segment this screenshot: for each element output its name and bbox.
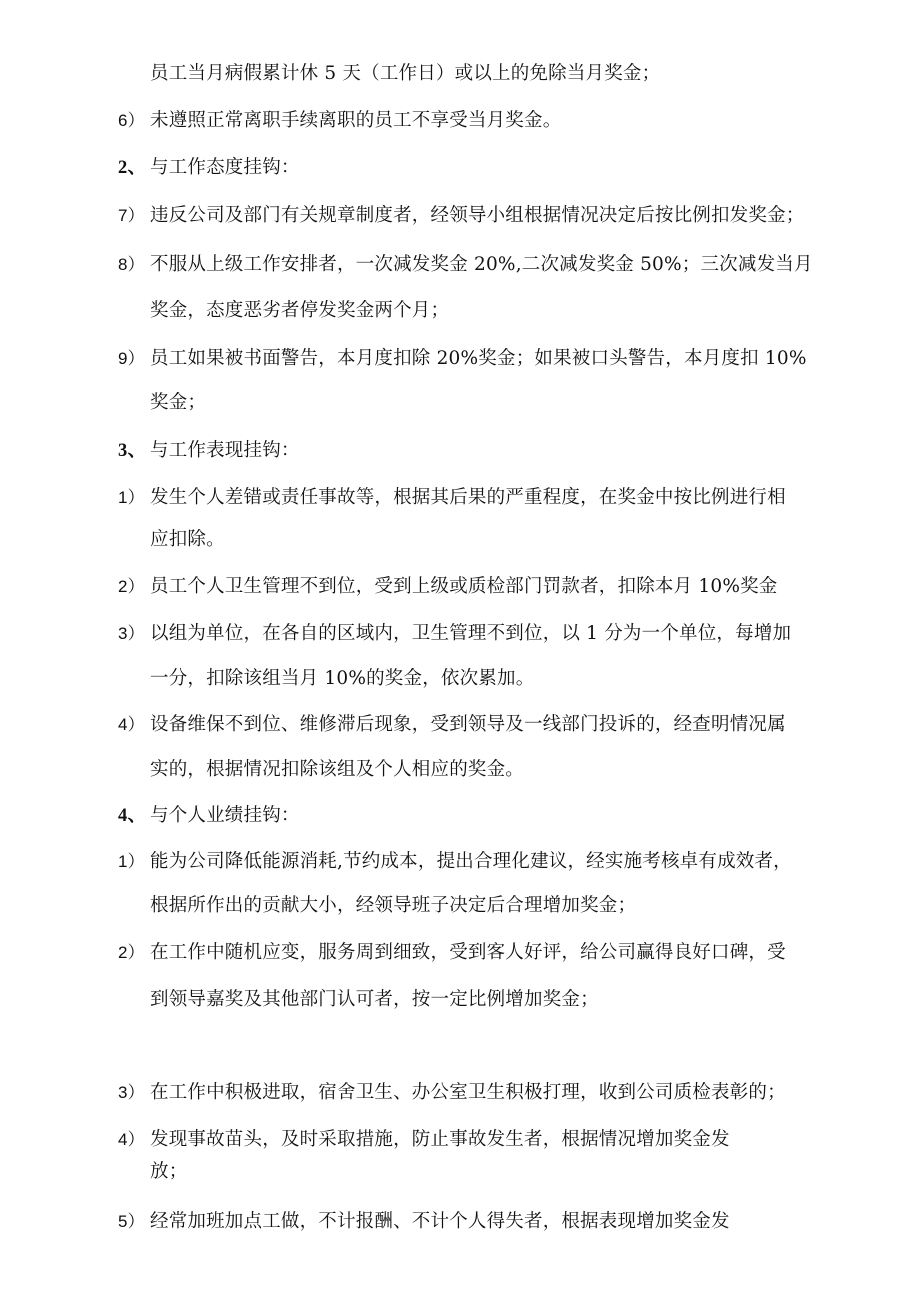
item-text: 在工作中积极进取，宿舍卫生、办公室卫生积极打理，收到公司质检表彰的； — [150, 1082, 786, 1103]
list-item — [0, 847, 920, 877]
item-number: 4） — [118, 715, 145, 734]
item-text: 不服从上级工作安排者，一次减发奖金 20%,二次减发奖金 50%；三次减发当月 — [150, 254, 813, 275]
section-number: 2、 — [118, 158, 147, 178]
section-number: 4、 — [118, 806, 147, 826]
item-number: 3） — [118, 1083, 145, 1102]
text-line — [0, 388, 920, 418]
item-text-continued: 到领导嘉奖及其他部门认可者，按一定比例增加奖金； — [150, 989, 599, 1010]
item-text-continued: 奖金，态度恶劣者停发奖金两个月； — [150, 300, 450, 321]
item-text-continued: 实的，根据情况扣除该组及个人相应的奖金。 — [150, 759, 525, 780]
text-line — [0, 985, 920, 1015]
item-number: 8） — [118, 255, 145, 274]
text-line — [0, 59, 920, 89]
item-number: 3） — [118, 624, 145, 643]
item-text-continued: 应扣除。 — [150, 529, 225, 550]
item-text: 违反公司及部门有关规章制度者，经领导小组根据情况决定后按比例扣发奖金； — [150, 205, 805, 226]
section-title: 与个人业绩挂钩： — [150, 805, 300, 826]
list-item — [0, 201, 920, 231]
item-text-continued: 放； — [150, 1161, 188, 1182]
text-line — [0, 891, 920, 921]
item-text: 未遵照正常离职手续离职的员工不享受当月奖金。 — [150, 110, 562, 131]
item-text: 发生个人差错或责任事故等，根据其后果的严重程度，在奖金中按比例进行相 — [150, 487, 786, 508]
list-item — [0, 1207, 920, 1237]
list-item — [0, 1078, 920, 1108]
list-item — [0, 938, 920, 968]
item-text: 员工个人卫生管理不到位，受到上级或质检部门罚款者，扣除本月 10%奖金 — [150, 576, 778, 597]
section-title: 与工作表现挂钩： — [150, 440, 300, 461]
list-item — [0, 710, 920, 740]
item-text: 发现事故苗头，及时采取措施，防止事故发生者，根据情况增加奖金发 — [150, 1129, 730, 1150]
list-item — [0, 572, 920, 602]
list-item — [0, 1125, 920, 1155]
list-item — [0, 619, 920, 649]
section-title: 与工作态度挂钩： — [150, 157, 300, 178]
item-number: 2） — [118, 577, 145, 596]
text-line — [0, 296, 920, 326]
item-number: 1） — [118, 852, 145, 871]
item-text-continued: 一分，扣除该组当月 10%的奖金，依次累加。 — [150, 668, 535, 689]
text-line — [0, 664, 920, 694]
item-text: 能为公司降低能源消耗,节约成本，提出合理化建议，经实施考核卓有成效者， — [150, 851, 792, 872]
list-item — [0, 106, 920, 136]
section-number: 3、 — [118, 441, 147, 461]
text-line — [0, 1157, 920, 1187]
item-text: 以组为单位，在各自的区域内，卫生管理不到位，以 1 分为一个单位，每增加 — [150, 623, 792, 644]
item-text-continued: 根据所作出的贡献大小，经领导班子决定后合理增加奖金； — [150, 895, 637, 916]
text-line — [0, 755, 920, 785]
list-item — [0, 483, 920, 513]
item-text: 在工作中随机应变，服务周到细致，受到客人好评，给公司赢得良好口碑，受 — [150, 942, 786, 963]
text-line — [0, 525, 920, 555]
item-number: 1） — [118, 488, 145, 507]
item-number: 5） — [118, 1212, 145, 1231]
item-number: 2） — [118, 943, 145, 962]
section-heading — [0, 436, 920, 466]
item-number: 6） — [118, 111, 145, 130]
section-heading — [0, 801, 920, 831]
item-text: 员工如果被书面警告，本月度扣除 20%奖金；如果被口头警告，本月度扣 10% — [150, 348, 807, 369]
item-text: 设备维保不到位、维修滞后现象，受到领导及一线部门投诉的，经查明情况属 — [150, 714, 786, 735]
item-number: 7） — [118, 206, 145, 225]
item-text-continued: 奖金； — [150, 392, 207, 413]
item-number: 4） — [118, 1130, 145, 1149]
list-item — [0, 250, 920, 280]
line-text: 员工当月病假累计休 5 天（工作日）或以上的免除当月奖金； — [150, 63, 661, 84]
item-text: 经常加班加点工做，不计报酬、不计个人得失者，根据表现增加奖金发 — [150, 1211, 730, 1232]
list-item — [0, 344, 920, 374]
item-number: 9） — [118, 349, 145, 368]
section-heading — [0, 153, 920, 183]
